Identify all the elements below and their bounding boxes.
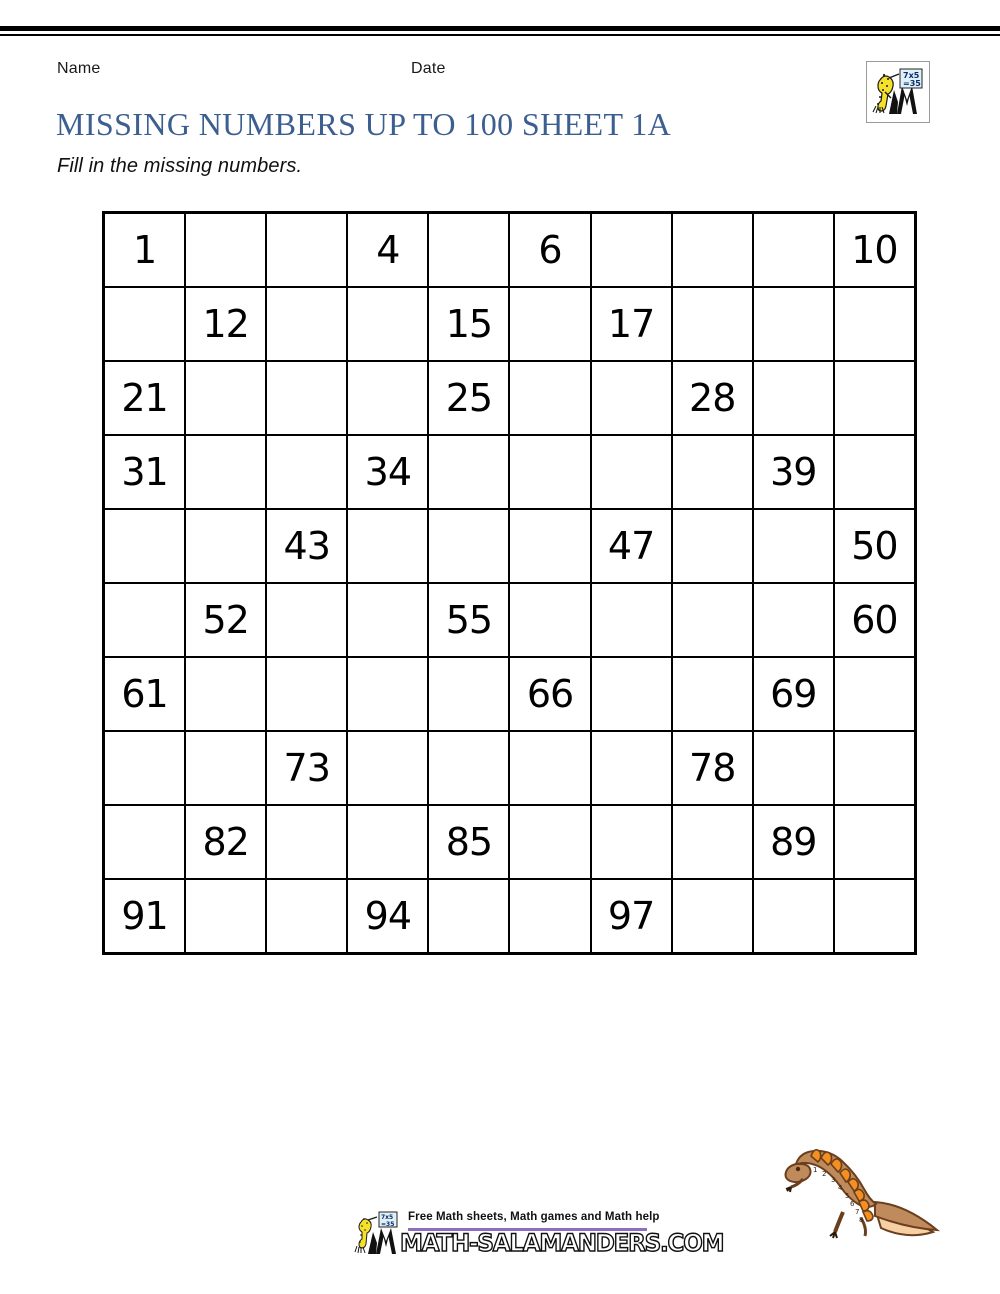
name-label: Name: [57, 60, 101, 77]
grid-cell-blank[interactable]: [104, 509, 185, 583]
grid-cell-blank[interactable]: [753, 287, 834, 361]
grid-cell-blank[interactable]: [104, 287, 185, 361]
grid-cell-blank[interactable]: [428, 509, 509, 583]
grid-cell-blank[interactable]: [266, 805, 347, 879]
svg-text:5: 5: [845, 1192, 850, 1200]
grid-cell-filled: 25: [428, 361, 509, 435]
grid-cell-filled: 69: [753, 657, 834, 731]
grid-cell-blank[interactable]: [347, 361, 428, 435]
grid-cell-blank[interactable]: [834, 657, 915, 731]
grid-cell-blank[interactable]: [347, 657, 428, 731]
math-salamanders-logo-icon: [866, 61, 930, 123]
page-top-rule-thick: [0, 26, 1000, 31]
grid-cell-blank[interactable]: [509, 361, 590, 435]
page-title: MISSING NUMBERS UP TO 100 SHEET 1A: [56, 106, 672, 142]
grid-cell-blank[interactable]: [185, 879, 266, 953]
grid-cell-blank[interactable]: [104, 805, 185, 879]
grid-cell-filled: 89: [753, 805, 834, 879]
grid-cell-blank[interactable]: [672, 287, 753, 361]
grid-cell-blank[interactable]: [104, 731, 185, 805]
grid-cell-blank[interactable]: [591, 731, 672, 805]
footer-tagline: Free Math sheets, Math games and Math help: [408, 1211, 660, 1223]
grid-cell-blank[interactable]: [104, 583, 185, 657]
svg-text:7x5: 7x5: [903, 71, 920, 80]
grid-cell-blank[interactable]: [185, 361, 266, 435]
grid-cell-blank[interactable]: [672, 583, 753, 657]
grid-cell-filled: 61: [104, 657, 185, 731]
grid-cell-blank[interactable]: [347, 583, 428, 657]
grid-cell-filled: 43: [266, 509, 347, 583]
grid-cell-blank[interactable]: [509, 731, 590, 805]
grid-cell-blank[interactable]: [753, 879, 834, 953]
grid-cell-filled: 34: [347, 435, 428, 509]
grid-cell-filled: 21: [104, 361, 185, 435]
grid-cell-filled: 31: [104, 435, 185, 509]
svg-text:3: 3: [831, 1176, 836, 1184]
grid-cell-filled: 82: [185, 805, 266, 879]
number-grid-table: [103, 212, 916, 954]
grid-cell-blank[interactable]: [347, 509, 428, 583]
grid-cell-blank[interactable]: [591, 583, 672, 657]
grid-row: [104, 731, 915, 805]
svg-text:1: 1: [813, 1166, 818, 1174]
grid-cell-filled: 55: [428, 583, 509, 657]
grid-cell-blank[interactable]: [753, 213, 834, 287]
grid-cell-blank[interactable]: [672, 805, 753, 879]
salamander-illustration: [783, 1132, 953, 1252]
grid-cell-blank[interactable]: [672, 213, 753, 287]
grid-cell-filled: 10: [834, 213, 915, 287]
grid-cell-blank[interactable]: [834, 287, 915, 361]
grid-cell-blank[interactable]: [266, 583, 347, 657]
grid-cell-blank[interactable]: [834, 361, 915, 435]
instruction-text: Fill in the missing numbers.: [57, 155, 303, 177]
grid-row: [104, 509, 915, 583]
grid-cell-filled: 15: [428, 287, 509, 361]
grid-cell-filled: 91: [104, 879, 185, 953]
grid-cell-blank[interactable]: [591, 435, 672, 509]
grid-cell-blank[interactable]: [834, 731, 915, 805]
grid-cell-blank[interactable]: [509, 583, 590, 657]
grid-cell-filled: 39: [753, 435, 834, 509]
grid-row: [104, 583, 915, 657]
svg-text:4: 4: [838, 1184, 843, 1192]
missing-numbers-grid: [103, 212, 898, 938]
svg-text:2: 2: [822, 1170, 827, 1178]
salamander-artwork: [783, 1132, 953, 1252]
grid-cell-filled: 85: [428, 805, 509, 879]
grid-cell-blank[interactable]: [266, 287, 347, 361]
grid-cell-blank[interactable]: [266, 657, 347, 731]
grid-row: [104, 879, 915, 953]
grid-cell-blank[interactable]: [266, 435, 347, 509]
date-label: Date: [411, 60, 446, 77]
grid-cell-blank[interactable]: [428, 435, 509, 509]
grid-cell-blank[interactable]: [753, 361, 834, 435]
grid-row: [104, 361, 915, 435]
grid-cell-blank[interactable]: [185, 213, 266, 287]
svg-text:=35: =35: [903, 79, 921, 88]
grid-cell-blank[interactable]: [266, 213, 347, 287]
grid-cell-blank[interactable]: [185, 657, 266, 731]
grid-row: [104, 657, 915, 731]
grid-cell-blank[interactable]: [753, 731, 834, 805]
grid-cell-blank[interactable]: [185, 731, 266, 805]
footer-brand: [352, 1206, 724, 1262]
svg-text:7x5: 7x5: [381, 1214, 394, 1221]
grid-cell-blank[interactable]: [753, 583, 834, 657]
grid-cell-blank[interactable]: [753, 509, 834, 583]
footer-domain[interactable]: MATH-SALAMANDERS.COM: [400, 1230, 724, 1258]
grid-cell-filled: 17: [591, 287, 672, 361]
svg-text:7: 7: [855, 1208, 860, 1216]
grid-cell-filled: 52: [185, 583, 266, 657]
page-top-rule-thin: [0, 34, 1000, 36]
grid-cell-blank[interactable]: [591, 213, 672, 287]
grid-cell-blank[interactable]: [266, 361, 347, 435]
grid-row: [104, 213, 915, 287]
grid-cell-filled: 78: [672, 731, 753, 805]
grid-cell-blank[interactable]: [347, 805, 428, 879]
grid-cell-blank[interactable]: [591, 361, 672, 435]
grid-cell-blank[interactable]: [834, 805, 915, 879]
grid-cell-blank[interactable]: [428, 657, 509, 731]
grid-cell-blank[interactable]: [672, 657, 753, 731]
grid-cell-blank[interactable]: [834, 435, 915, 509]
grid-cell-filled: 1: [104, 213, 185, 287]
grid-cell-blank[interactable]: [185, 435, 266, 509]
grid-cell-filled: 66: [509, 657, 590, 731]
grid-cell-filled: 47: [591, 509, 672, 583]
grid-cell-blank[interactable]: [672, 879, 753, 953]
grid-cell-blank[interactable]: [591, 657, 672, 731]
grid-cell-blank[interactable]: [672, 435, 753, 509]
grid-cell-blank[interactable]: [509, 879, 590, 953]
grid-cell-filled: 50: [834, 509, 915, 583]
grid-cell-blank[interactable]: [509, 805, 590, 879]
svg-text:=35: =35: [381, 1221, 395, 1228]
grid-cell-filled: 4: [347, 213, 428, 287]
grid-cell-filled: 73: [266, 731, 347, 805]
grid-cell-blank[interactable]: [834, 879, 915, 953]
svg-text:8: 8: [859, 1216, 864, 1224]
grid-cell-blank[interactable]: [428, 879, 509, 953]
svg-text:6: 6: [850, 1200, 855, 1208]
grid-cell-filled: 60: [834, 583, 915, 657]
grid-cell-blank[interactable]: [347, 287, 428, 361]
grid-cell-blank[interactable]: [509, 287, 590, 361]
grid-cell-filled: 97: [591, 879, 672, 953]
grid-cell-filled: 6: [509, 213, 590, 287]
grid-cell-blank[interactable]: [672, 509, 753, 583]
grid-cell-blank[interactable]: [185, 509, 266, 583]
grid-cell-filled: 28: [672, 361, 753, 435]
grid-row: [104, 287, 915, 361]
grid-cell-blank[interactable]: [428, 213, 509, 287]
grid-cell-blank[interactable]: [428, 731, 509, 805]
grid-row: [104, 435, 915, 509]
grid-cell-blank[interactable]: [347, 731, 428, 805]
grid-row: [104, 805, 915, 879]
grid-cell-filled: 12: [185, 287, 266, 361]
logo-artwork: [867, 62, 929, 122]
grid-cell-blank[interactable]: [509, 435, 590, 509]
grid-cell-blank[interactable]: [266, 879, 347, 953]
grid-cell-filled: 94: [347, 879, 428, 953]
grid-cell-blank[interactable]: [509, 509, 590, 583]
grid-cell-blank[interactable]: [591, 805, 672, 879]
